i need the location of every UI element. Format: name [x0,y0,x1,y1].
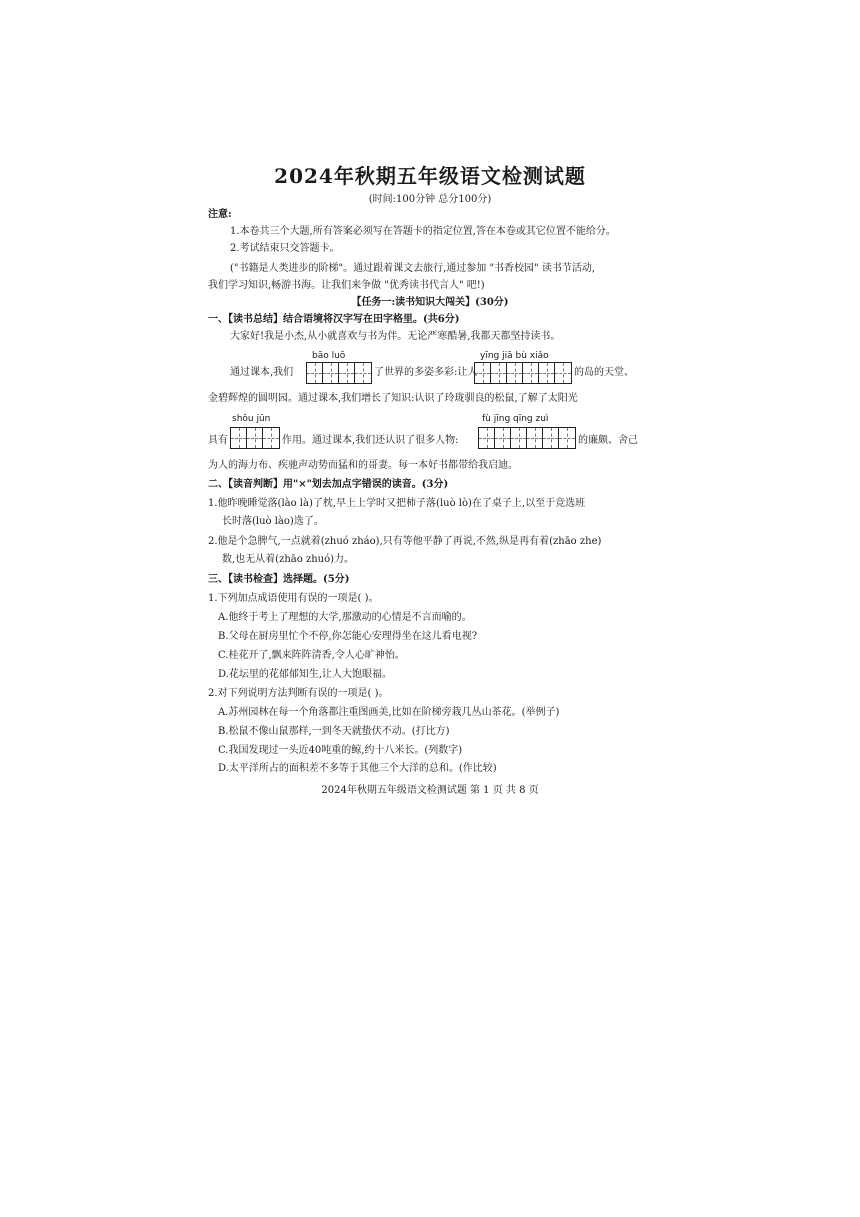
notes-label: 注意: [208,209,232,220]
question-line: 2.他是个急脾气,一点就着(zhuó zháo),只有等他平静了再说,不然,纵是再有着(zhāo zhe) [208,536,602,547]
grid-cell[interactable] [479,428,495,448]
question-stem: 1.下列加点成语使用有误的一项是( )。 [208,593,379,604]
text-line: 通过课本,我们 [230,367,294,378]
tianzige-grid[interactable] [230,427,280,449]
option-b[interactable]: B.松鼠不像山鼠那样,一到冬天就蛰伏不动。(打比方) [218,726,450,737]
grid-cell[interactable] [491,363,507,383]
text-line: 具有 [208,435,228,446]
grid-cell[interactable] [475,363,491,383]
grid-cell[interactable] [323,363,339,383]
page-footer: 2024年秋期五年级语文检测试题 第 1 页 共 8 页 [321,785,539,796]
exam-title: 2024年秋期五年级语文检测试题 [274,164,586,188]
question-line: 1.他昨晚睡觉落(lào là)了枕,早上上学时又把柿子落(luò lò)在了桌子上,以至于竞选班 [208,498,586,509]
text-line: 的廉颇、舍己 [578,435,638,446]
section-heading: 一、【读书总结】结合语境将汉字写在田字格里。(共6分) [208,314,460,325]
option-d[interactable]: D.太平洋所占的面积差不多等于其他三个大洋的总和。(作比较) [218,763,497,774]
tianzige-grid[interactable] [474,362,572,384]
grid-cell[interactable] [555,363,571,383]
section-heading: 二、【读音判断】用"×"划去加点字错误的读音。(3分) [208,479,449,490]
grid-cell[interactable] [523,363,539,383]
option-b[interactable]: B.父母在厨房里忙个不停,你怎能心安理得坐在这儿看电视? [218,631,478,642]
text-line: 作用。通过课本,我们还认识了很多人物: [282,435,459,446]
grid-cell[interactable] [263,428,279,448]
grid-cell[interactable] [495,428,511,448]
pinyin-label: fù jīng qīng zuì [482,414,549,424]
grid-cell[interactable] [511,428,527,448]
pinyin-label: yīng jiā bù xiǎo [480,351,549,361]
grid-cell[interactable] [355,363,371,383]
text-line: 的岛的天堂、 [574,367,634,378]
option-c[interactable]: C.桂花开了,飘来阵阵清香,令人心旷神怡。 [218,650,405,661]
question-line: 长时落(luò lào)选了。 [222,516,324,527]
reading-quote: 我们学习知识,畅游书海。让我们来争做 "优秀读书代言人" 吧!) [208,280,485,291]
grid-cell[interactable] [307,363,323,383]
section-intro: 大家好!我是小杰,从小就喜欢与书为伴。无论严寒酷暑,我都天都坚持读书。 [230,331,561,342]
grid-cell[interactable] [507,363,523,383]
question-line: 数,也无从着(zhāo zhuó)力。 [222,554,355,565]
tianzige-grid[interactable] [478,427,576,449]
exam-subtitle: (时间:100分钟 总分100分) [368,194,492,205]
option-a[interactable]: A.他终于考上了理想的大学,那激动的心情是不言而喻的。 [218,612,472,623]
grid-cell[interactable] [231,428,247,448]
grid-cell[interactable] [543,428,559,448]
note-item: 1.本卷共三个大题,所有答案必须写在答题卡的指定位置,答在本卷或其它位置不能给分。 [230,226,616,237]
option-a[interactable]: A.苏州园林在每一个角落都注重图画美,比如在阶梯旁栽几丛山茶花。(举例子) [218,707,560,718]
grid-cell[interactable] [247,428,263,448]
text-line: 金碧辉煌的圆明园。通过课本,我们增长了知识:认识了玲珑驯良的松鼠,了解了太阳光 [208,393,578,404]
grid-cell[interactable] [559,428,575,448]
note-item: 2.考试结束只交答题卡。 [230,243,340,254]
grid-cell[interactable] [539,363,555,383]
text-line: 了世界的多姿多彩:让人 [374,367,478,378]
grid-cell[interactable] [339,363,355,383]
reading-quote: ("书籍是人类进步的阶梯"。通过跟着课文去旅行,通过参加 "书香校园" 读书节活动, [230,263,596,274]
tianzige-grid[interactable] [306,362,372,384]
question-stem: 2.对下列说明方法判断有误的一项是( )。 [208,688,389,699]
section-heading: 三、【读书检查】选择题。(5分) [208,574,350,585]
text-line: 为人的海力布、疾驰声动势而猛和的哥妻。每一本好书都带给我启迪。 [208,460,518,471]
pinyin-label: shǒu jūn [232,414,271,424]
option-d[interactable]: D.花坛里的花郁郁知生,让人大饱眼福。 [218,669,393,680]
option-c[interactable]: C.我国发现过一头近40吨重的鲸,约十八米长。(列数字) [218,745,463,756]
task-heading: 【任务一:读书知识大闯关】(30分) [351,297,509,308]
pinyin-label: bāo luō [312,351,346,361]
grid-cell[interactable] [527,428,543,448]
